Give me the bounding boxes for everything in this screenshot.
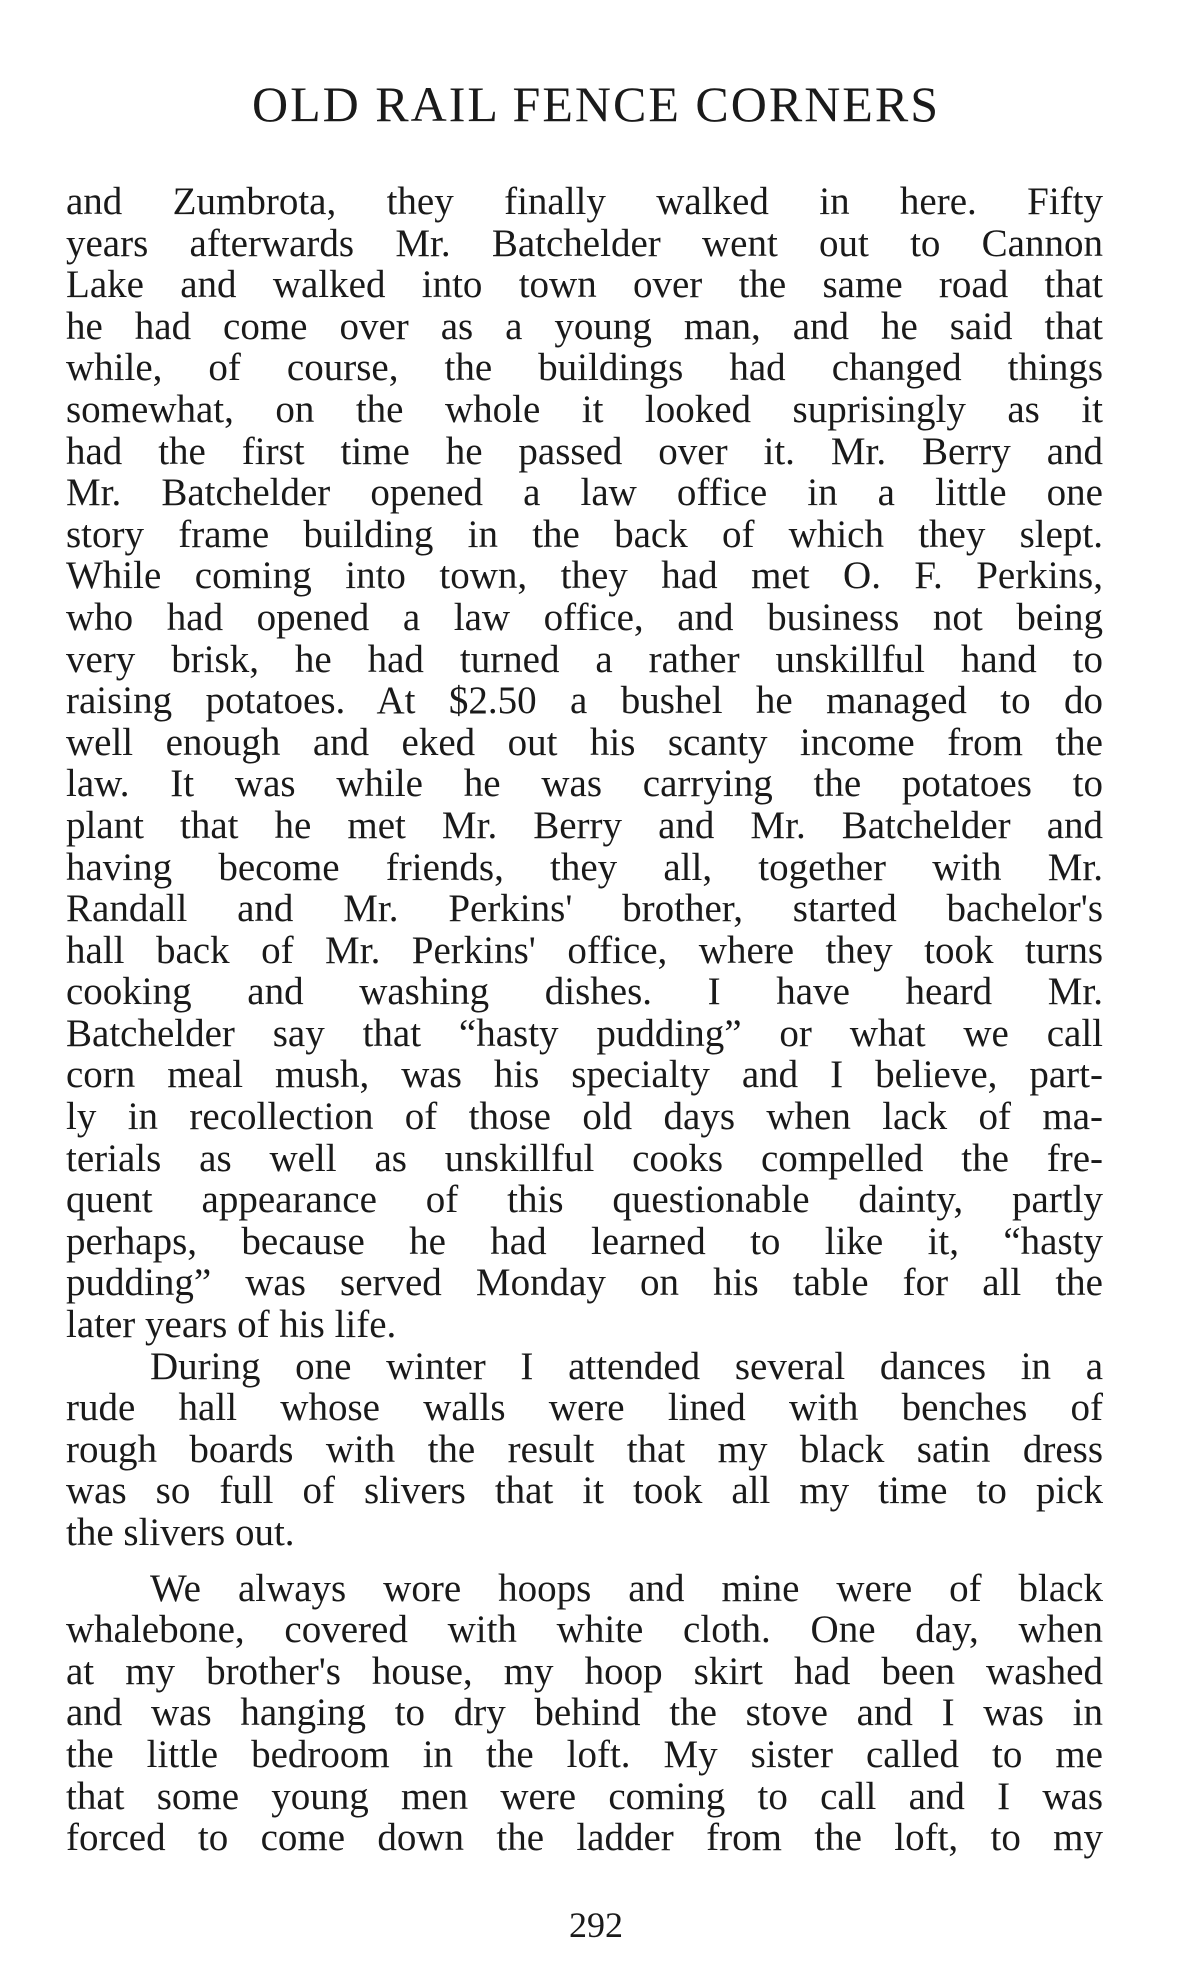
text-line: had the first time he passed over it. Mr. Berry and: [66, 429, 1103, 473]
text-line: somewhat, on the whole it looked suprisingly as it: [66, 387, 1103, 431]
text-line: hall back of Mr. Perkins' office, where they took turns: [66, 928, 1103, 972]
text-line: corn meal mush, was his specialty and I believe, part-: [66, 1053, 1103, 1097]
text-line: We always wore hoops and mine were of black: [150, 1566, 1103, 1610]
text-line: who had opened a law office, and business not being: [66, 595, 1103, 639]
text-line: quent appearance of this questionable dainty, partly: [66, 1178, 1103, 1222]
text-line: the little bedroom in the loft. My sister called to me: [66, 1732, 1103, 1776]
text-line: at my brother's house, my hoop skirt had been washed: [66, 1649, 1103, 1693]
running-head: OLD RAIL FENCE CORNERS: [251, 76, 941, 132]
text-line: Lake and walked into town over the same road that: [66, 263, 1103, 307]
page-number: 292: [569, 1905, 623, 1945]
paragraph: [66, 1346, 1103, 1554]
text-line: and was hanging to dry behind the stove and I was in: [66, 1691, 1103, 1735]
text-line: while, of course, the buildings had changed things: [66, 346, 1103, 390]
text-line: Batchelder say that “hasty pudding” or what we call: [66, 1011, 1103, 1055]
paragraph: [66, 181, 1103, 1346]
text-line: law. It was while he was carrying the potatoes to: [66, 762, 1103, 806]
text-line: terials as well as unskillful cooks compelled the fre-: [66, 1136, 1103, 1180]
text-line: forced to come down the ladder from the loft, to my: [66, 1816, 1103, 1860]
text-line: Mr. Batchelder opened a law office in a little one: [66, 471, 1103, 515]
text-line: story frame building in the back of which they slept.: [66, 512, 1103, 556]
text-line: years afterwards Mr. Batchelder went out to Cannon: [66, 221, 1103, 265]
text-line: whalebone, covered with white cloth. One day, when: [66, 1608, 1103, 1652]
text-line: pudding” was served Monday on his table for all the: [66, 1261, 1103, 1305]
text-line: Randall and Mr. Perkins' brother, started bachelor's: [66, 887, 1103, 931]
text-line: raising potatoes. At $2.50 a bushel he managed to do: [66, 679, 1103, 723]
paragraph: [66, 1568, 1103, 1859]
text-line: rough boards with the result that my black satin dress: [66, 1427, 1103, 1471]
text-line: ly in recollection of those old days when lack of ma-: [66, 1095, 1103, 1139]
text-line: perhaps, because he had learned to like it, “hasty: [66, 1219, 1103, 1263]
text-line: he had come over as a young man, and he said that: [66, 304, 1103, 348]
text-line: the slivers out.: [66, 1511, 295, 1554]
text-line: During one winter I attended several dances in a: [150, 1344, 1103, 1388]
body-text: [66, 181, 1103, 1859]
text-line: While coming into town, they had met O. F. Perkins,: [66, 554, 1103, 598]
text-line: having become friends, they all, together with Mr.: [66, 845, 1103, 889]
text-line: plant that he met Mr. Berry and Mr. Batchelder and: [66, 803, 1103, 847]
text-line: and Zumbrota, they finally walked in here. Fifty: [66, 180, 1103, 223]
text-line: well enough and eked out his scanty income from the: [66, 720, 1103, 764]
text-line: rude hall whose walls were lined with benches of: [66, 1386, 1103, 1430]
text-line: very brisk, he had turned a rather unskillful hand to: [66, 637, 1103, 681]
text-line: was so full of slivers that it took all my time to pick: [66, 1469, 1103, 1513]
text-line: cooking and washing dishes. I have heard Mr.: [66, 970, 1103, 1014]
text-line: that some young men were coming to call and I was: [66, 1774, 1103, 1818]
text-line: later years of his life.: [66, 1303, 397, 1347]
